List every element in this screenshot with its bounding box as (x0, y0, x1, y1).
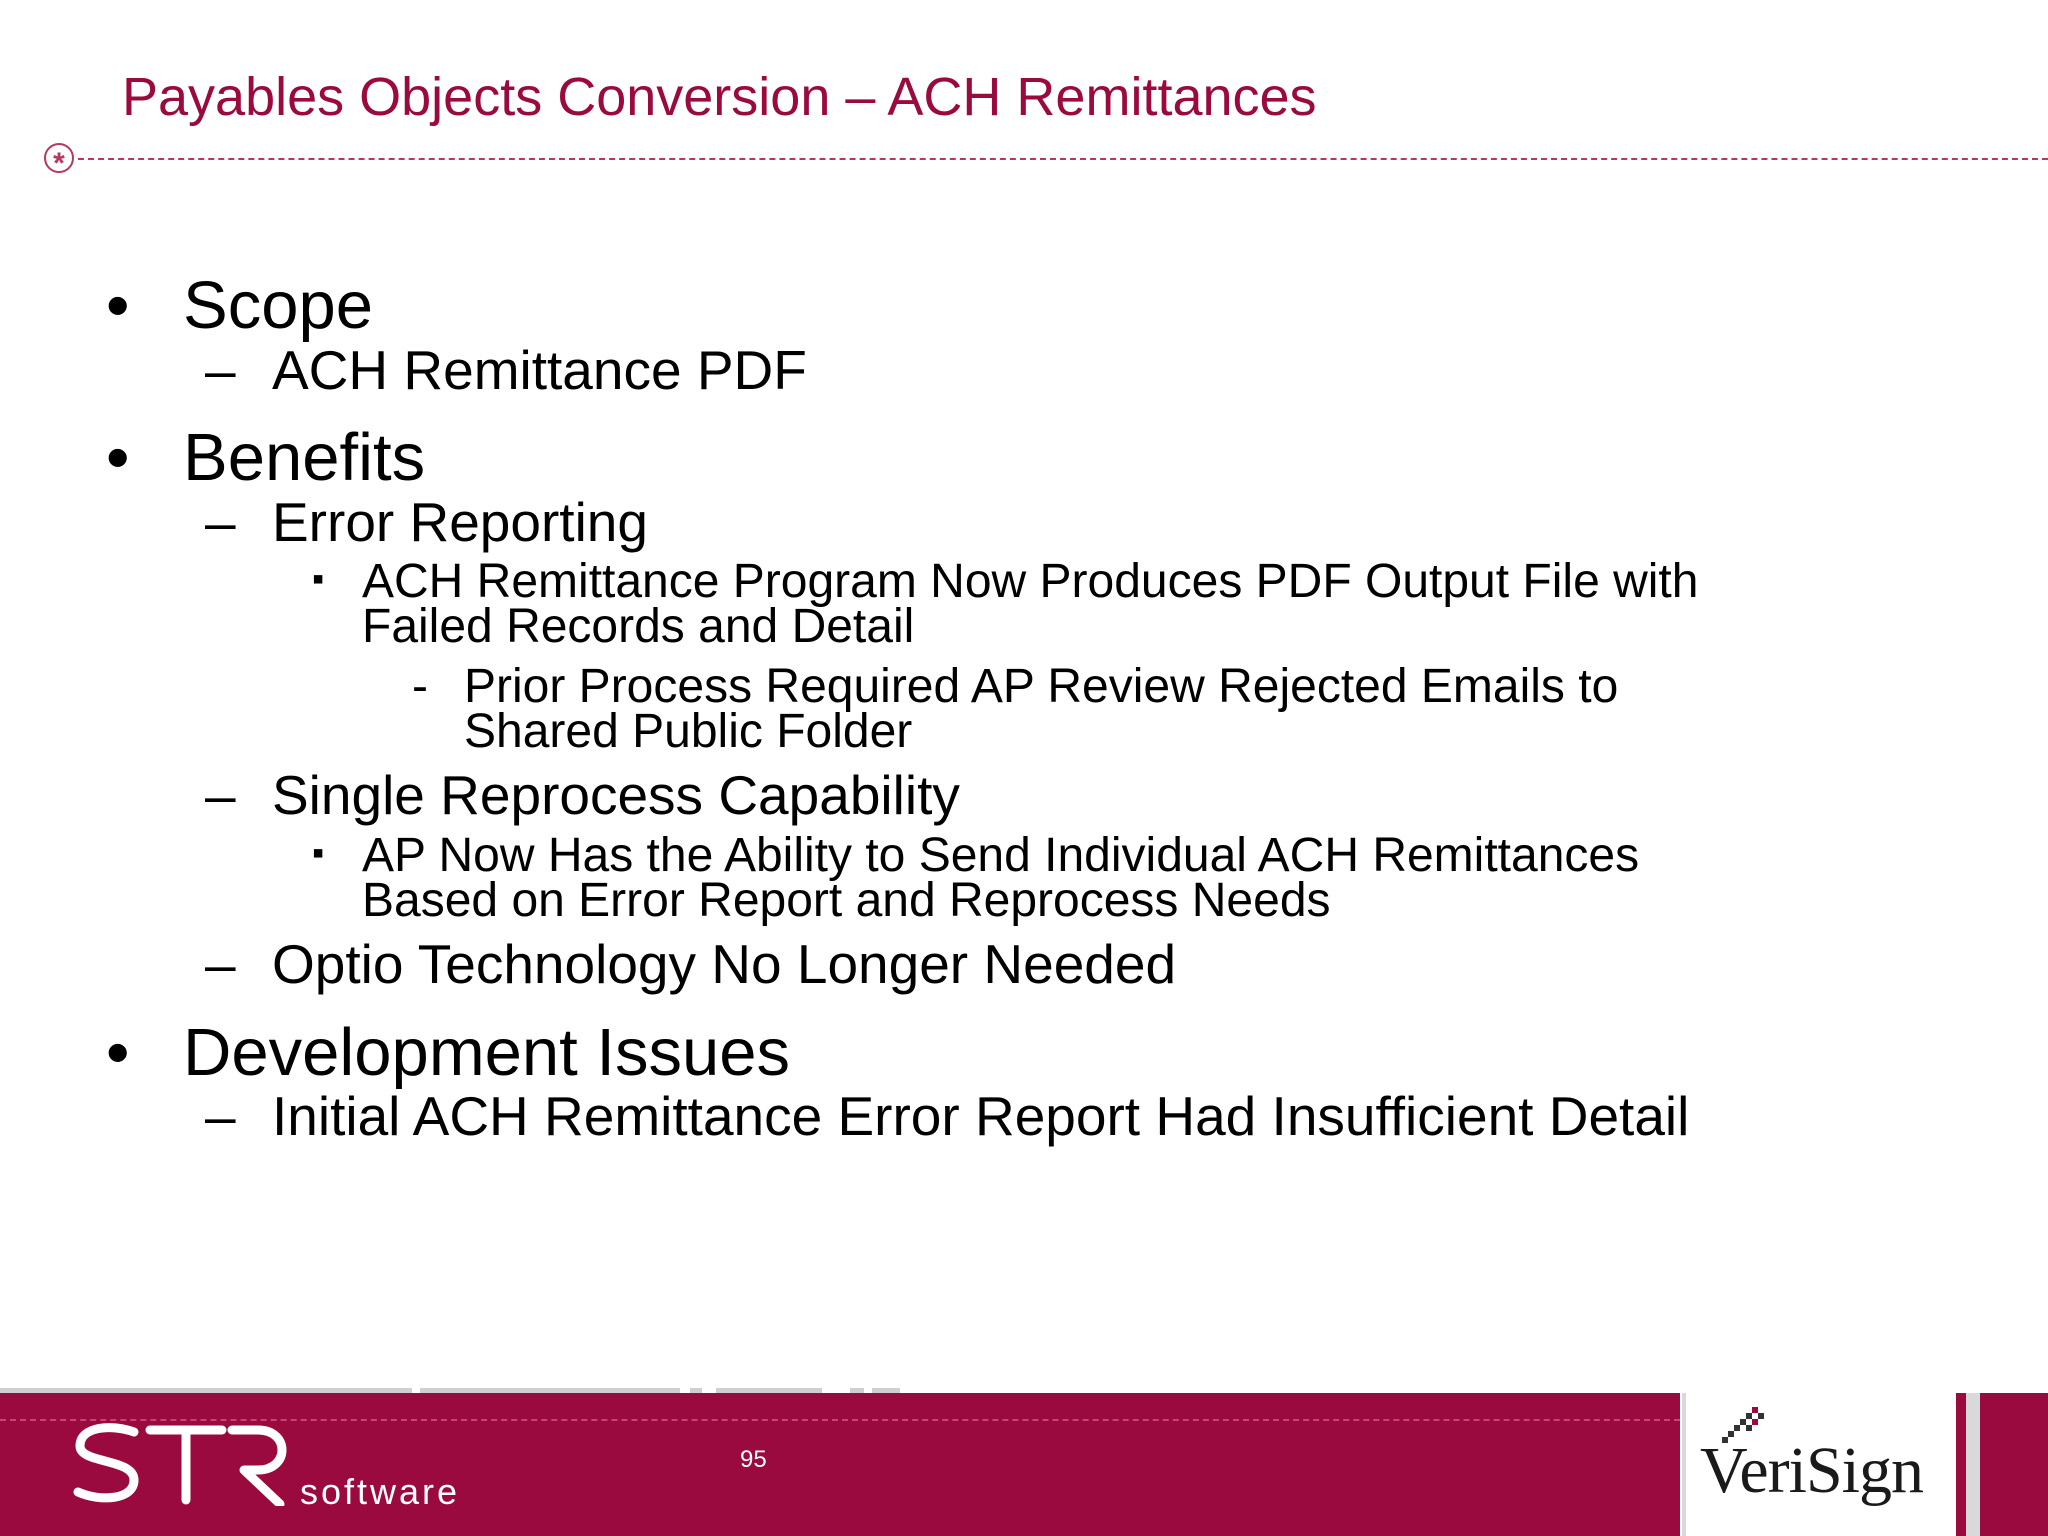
sub-bullet-label: Initial ACH Remittance Error Report Had Insufficient Detail (272, 1085, 1690, 1147)
detail-line: ACH Remittance Program Now Produces PDF Output File with (362, 555, 1699, 608)
hyphen-mark: - (412, 660, 428, 713)
detail-line: AP Now Has the Ability to Send Individual ACH Remittances (362, 829, 1640, 882)
sub-bullet-label: Error Reporting (272, 491, 648, 553)
detail-line: Based on Error Report and Reprocess Needs (362, 874, 1331, 927)
sub-bullet-label: Optio Technology No Longer Needed (272, 933, 1177, 995)
str-logo-icon (72, 1418, 302, 1506)
verisign-logo (1682, 1393, 1956, 1536)
bullet-label: Development Issues (183, 1015, 791, 1090)
dash-mark: – (205, 933, 236, 995)
footer-right-edge (1956, 1393, 2048, 1536)
dash-mark: – (205, 339, 236, 401)
slide-title: Payables Objects Conversion – ACH Remittances (122, 67, 1317, 127)
sub-bullet-label: Single Reprocess Capability (272, 764, 960, 826)
square-mark: ▪ (312, 560, 325, 598)
title-divider (78, 158, 2048, 160)
footer-right-bar (1966, 1393, 1980, 1536)
sub-detail-line: Prior Process Required AP Review Rejected Emails to (464, 660, 1619, 713)
dash-mark: – (205, 1085, 236, 1147)
bullet-label: Scope (183, 268, 373, 343)
bullet-label: Benefits (183, 420, 426, 495)
sub-detail-line: Shared Public Folder (464, 705, 913, 758)
bullet-mark: • (106, 420, 130, 495)
sub-bullet-label: ACH Remittance PDF (272, 339, 807, 401)
page-number: 95 (740, 1446, 767, 1473)
asterisk-marker-icon: * (44, 143, 74, 173)
bullet-mark: • (106, 1015, 130, 1090)
dash-mark: – (205, 764, 236, 826)
dash-mark: – (205, 491, 236, 553)
company-wordmark: software (300, 1471, 461, 1512)
square-mark: ▪ (312, 834, 325, 872)
bullet-mark: • (106, 268, 130, 343)
verisign-wordmark: VeriSign (1700, 1434, 1923, 1507)
detail-line: Failed Records and Detail (362, 600, 915, 653)
